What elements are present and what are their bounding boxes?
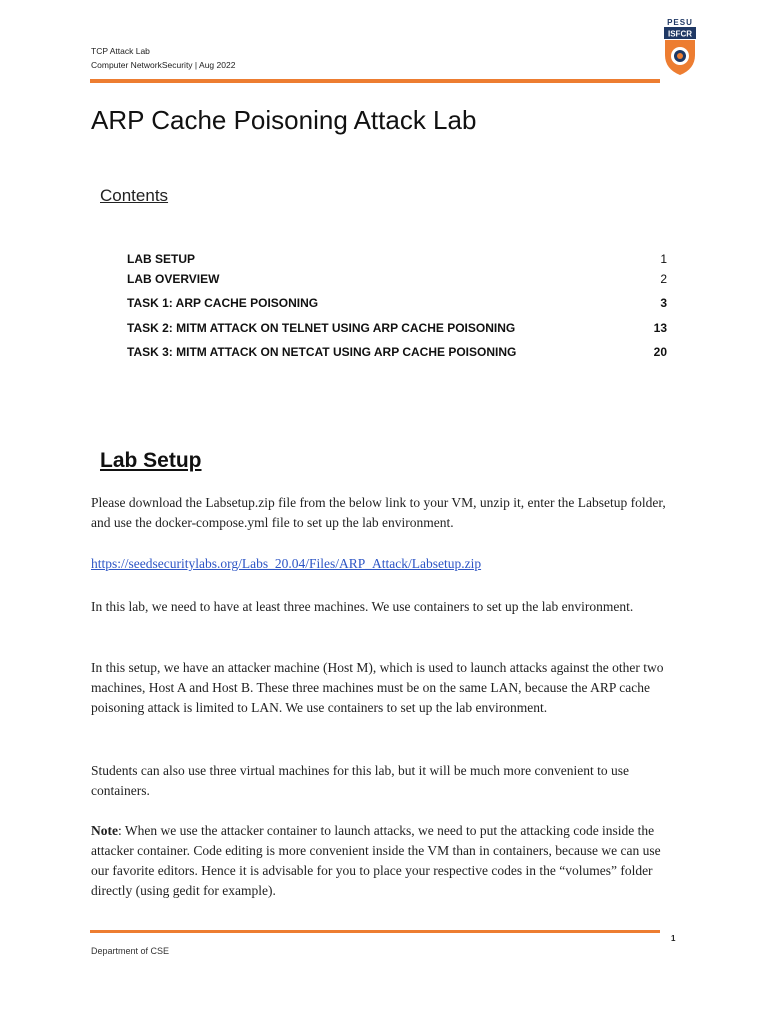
note-text: : When we use the attacker container to launch attacks, we need to put the attacking code inside the attacker container. Code editing is more convenient inside the VM than in containers, because we can use our favorite editors. Hence it is advisable for you to place your respective codes in the “volumes” folder directly (using gedit for example).: [91, 823, 661, 898]
shield-icon: [660, 27, 700, 77]
toc-entry-task-2[interactable]: [127, 321, 667, 335]
note-label: Note: [91, 823, 118, 838]
logo-text-top: PESU: [667, 18, 693, 27]
logo-text-bottom: ISFCR: [668, 29, 692, 39]
footer-rule: [90, 930, 660, 933]
toc-page: 1: [660, 252, 667, 266]
contents-heading: Contents: [100, 186, 169, 205]
toc-label: LAB SETUP: [127, 252, 196, 266]
paragraph-setup: In this setup, we have an attacker machine (Host M), which is used to launch attacks against the other two machines, Host A and Host B. These three machines must be on the same LAN, because the ARP cache poisoning attack is limited to LAN. We use containers to set up the lab environment.: [91, 660, 664, 715]
header-lab-name: TCP Attack Lab: [91, 46, 150, 56]
pesu-isfcr-logo: [660, 18, 700, 76]
toc-label: TASK 3: MITM ATTACK ON NETCAT USING ARP CACHE POISONING: [127, 345, 517, 359]
toc-entry-task-3[interactable]: [127, 345, 667, 359]
footer-department: Department of CSE: [91, 946, 170, 956]
toc-page: 13: [653, 321, 667, 335]
page-title: ARP Cache Poisoning Attack Lab: [91, 105, 477, 135]
toc-page: 2: [660, 272, 667, 286]
toc-label: LAB OVERVIEW: [127, 272, 220, 286]
paragraph-download: Please download the Labsetup.zip file from the below link to your VM, unzip it, enter the Labsetup folder, and use the docker-compose.yml file to set up the lab environment.: [91, 495, 666, 530]
paragraph-link: [91, 554, 671, 574]
header-course: Computer NetworkSecurity | Aug 2022: [91, 60, 236, 70]
labsetup-link[interactable]: https://seedsecuritylabs.org/Labs_20.04/Files/ARP_Attack/Labsetup.zip: [91, 556, 482, 571]
toc-page: 3: [660, 296, 667, 310]
paragraph-note: [91, 821, 671, 901]
paragraph-vms: Students can also use three virtual machines for this lab, but it will be much more convenient to use containers.: [91, 763, 629, 798]
toc-label: TASK 1: ARP CACHE POISONING: [127, 296, 319, 310]
paragraph-machines: In this lab, we need to have at least three machines. We use containers to set up the lab environment.: [91, 599, 634, 614]
toc-page: 20: [653, 345, 667, 359]
toc-label: TASK 2: MITM ATTACK ON TELNET USING ARP CACHE POISONING: [127, 321, 516, 335]
toc-entry-lab-overview[interactable]: [127, 272, 667, 286]
toc-entry-lab-setup[interactable]: [127, 252, 667, 266]
header-rule: [90, 79, 660, 83]
toc-entry-task-1[interactable]: [127, 296, 667, 310]
footer-page-number: 1: [671, 934, 676, 943]
lab-setup-heading: Lab Setup: [100, 449, 202, 472]
